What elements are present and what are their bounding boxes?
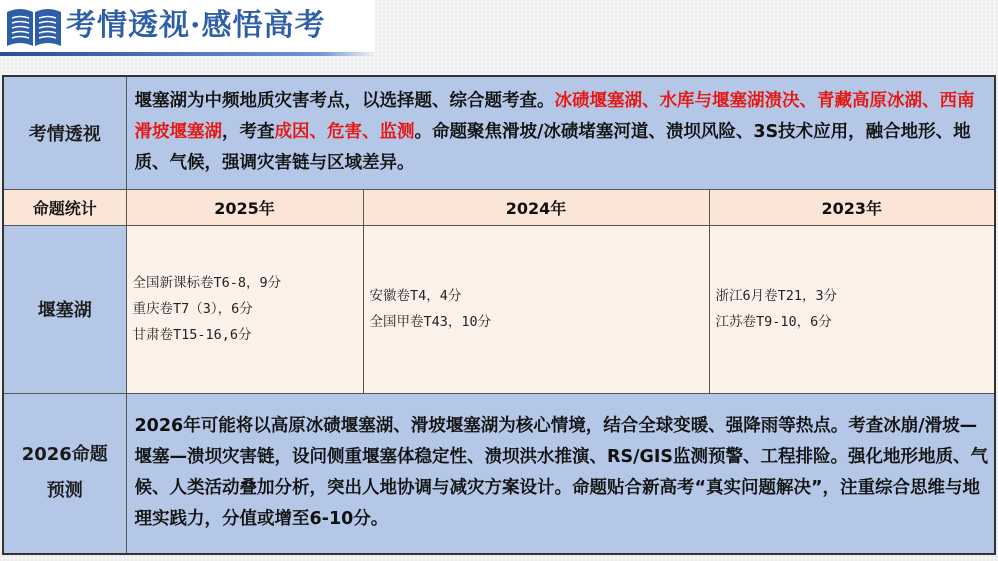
exam-entry: 安徽卷T4，4分	[369, 288, 462, 304]
forecast-label-line2: 预测	[46, 480, 83, 502]
overview-highlight: 冰碛堰塞湖、水库与堰塞湖溃决、青藏高原冰湖、西南滑坡堰塞湖	[134, 91, 975, 143]
exam-entry: 甘肃卷T15-16,6分	[132, 327, 252, 343]
exam-entry: 重庆卷T7（3），6分	[132, 301, 253, 317]
forecast-label	[3, 393, 126, 554]
overview-highlight: 成因、危害、监测	[274, 122, 415, 143]
book-icon	[5, 6, 63, 48]
exam-entry: 全国新课标卷T6-8，9分	[132, 275, 282, 291]
stats-header-row	[3, 189, 995, 225]
exam-entry: 全国甲卷T43，10分	[369, 314, 492, 330]
overview-segment: ，考查	[222, 122, 275, 143]
overview-segment: 堰塞湖为中频地质灾害考点，以选择题、综合题考查。	[134, 91, 555, 112]
overview-segment: 。命题聚焦滑坡/冰碛堵塞河道、溃坝风险、3S技术应用，融合地形、地质、气候，强调灾害链与区域差异。	[134, 122, 971, 174]
stats-cell-2024	[363, 225, 709, 393]
stats-cell-2023	[709, 225, 995, 393]
exam-entry: 江苏卷T9-10，6分	[715, 314, 832, 330]
year-header: 2025年	[126, 189, 363, 225]
page-title: 考情透视·感悟高考	[66, 8, 326, 43]
forecast-text: 2026年可能将以高原冰碛堰塞湖、滑坡堰塞湖为核心情境，结合全球变暖、强降雨等热点。考查冰崩/滑坡—堰塞—溃坝灾害链，设问侧重堰塞体稳定性、溃坝洪水推演、RS/GIS监测预警、工程排险。强化地形地质、气候、人类活动叠加分析，突出人地协调与减灾方案设计。命题贴合新高考“真实问题解决”，注重综合思维与地理实践力，分值或增至6-10分。	[126, 393, 995, 554]
forecast-row	[3, 393, 995, 554]
exam-entry: 浙江6月卷T21，3分	[715, 288, 838, 304]
forecast-label-line1: 2026命题	[21, 444, 108, 466]
stats-cell-2025	[126, 225, 363, 393]
overview-row	[3, 76, 995, 189]
overview-label: 考情透视	[3, 76, 126, 189]
page-header	[0, 0, 375, 52]
year-header: 2023年	[709, 189, 995, 225]
stats-data-row	[3, 225, 995, 393]
year-header: 2024年	[363, 189, 709, 225]
exam-analysis-table	[2, 75, 996, 555]
topic-label: 堰塞湖	[3, 225, 126, 393]
stats-label: 命题统计	[3, 189, 126, 225]
overview-text	[126, 76, 995, 189]
header-underline	[0, 52, 375, 56]
